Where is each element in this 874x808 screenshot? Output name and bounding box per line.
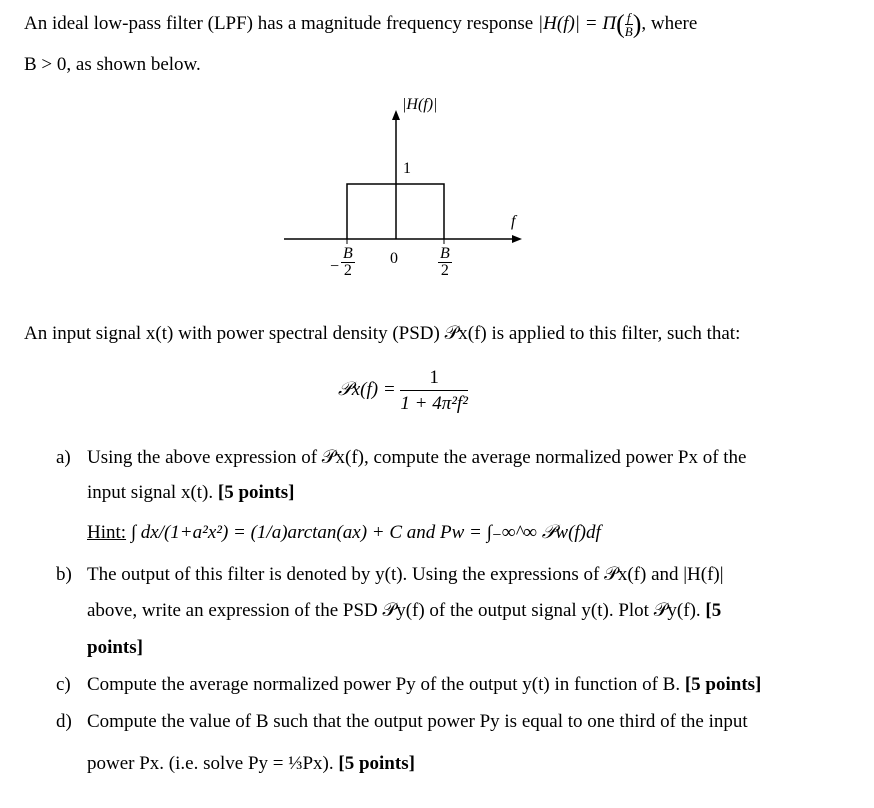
- question-b-points-start: [5: [705, 600, 722, 621]
- psd-formula: [338, 366, 468, 413]
- question-b-line-1: The output of this filter is denoted by y(t). Using the expressions of 𝒫x(f) and |H(f)|: [87, 564, 724, 585]
- question-c-label: c): [56, 674, 71, 695]
- tick-minus-sign: −: [330, 258, 340, 275]
- question-b-line-2: above, write an expression of the PSD 𝒫y(f) of the output signal y(t). Plot 𝒫y(f). [5: [87, 600, 722, 621]
- question-a-label: a): [56, 447, 71, 468]
- question-d-line-2: power Px. (i.e. solve Py = ⅓Px). [5 points]: [87, 753, 415, 774]
- x-axis-label: f: [511, 213, 516, 230]
- question-b-label: b): [56, 564, 72, 585]
- question-c-line-1: Compute the average normalized power Py of the output y(t) in function of B. [5 points]: [87, 674, 762, 695]
- x-axis-arrow: [512, 235, 522, 243]
- where-text: , where: [641, 12, 698, 34]
- question-d-label: d): [56, 711, 72, 732]
- question-b-points-end: points]: [87, 637, 143, 658]
- question-a-line-2: input signal x(t). [5 points]: [87, 482, 295, 503]
- hint-formula: ∫ dx/(1+a²x²) = (1/a)arctan(ax) + C and Pw = ∫₋∞^∞ 𝒫w(f)df: [130, 522, 601, 543]
- intro-text: An ideal low-pass filter (LPF) has a magnitude frequency response: [24, 12, 538, 34]
- height-label: 1: [403, 160, 411, 177]
- magnitude-formula: |H(f)| = Π: [537, 12, 617, 34]
- y-axis-label: |H(f)|: [402, 96, 438, 113]
- paren-close: ): [632, 9, 642, 39]
- f-over-b-fraction: $\frac{f}{B}$: [624, 10, 633, 39]
- question-a-line-1: Using the above expression of 𝒫x(f), compute the average normalized power Px of the: [87, 447, 747, 468]
- question-d-line-1: Compute the value of B such that the output power Py is equal to one third of the input: [87, 711, 748, 732]
- tick-right-fraction: $\frac{B}{2}$: [440, 245, 450, 279]
- question-a-points: [5 points]: [217, 482, 295, 503]
- psd-lhs: 𝒫x(f) =: [338, 379, 396, 400]
- y-axis-arrow: [392, 110, 400, 120]
- paren-open: (: [616, 9, 625, 39]
- input-sentence: An input signal x(t) with power spectral density (PSD) 𝒫x(f) is applied to this filter, such that:: [24, 323, 741, 344]
- question-c-points: [5 points]: [684, 674, 762, 695]
- question-d-points: [5 points]: [338, 753, 415, 774]
- tick-zero-label: 0: [390, 250, 398, 267]
- tick-left-fraction: $\frac{B}{2}$: [343, 245, 353, 279]
- intro-line-2: B > 0, as shown below.: [24, 54, 201, 75]
- psd-fraction: $\frac{1}{\text{1 + 4π²f²}}$: [400, 367, 468, 414]
- question-a-hint: [87, 521, 601, 545]
- hint-label: Hint:: [87, 522, 127, 543]
